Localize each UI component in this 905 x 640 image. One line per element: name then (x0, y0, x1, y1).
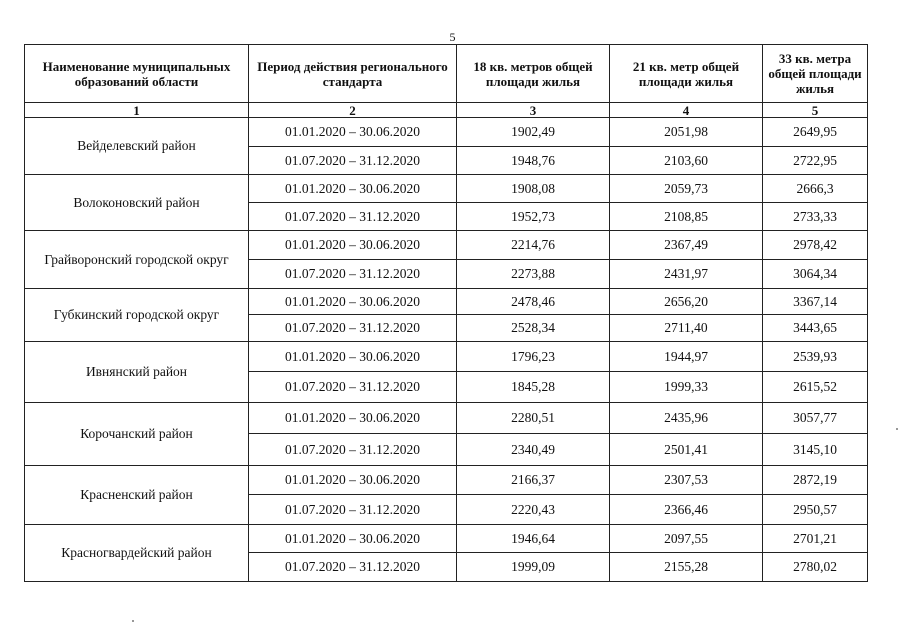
value-21-sqm: 2051,98 (610, 118, 763, 147)
table-row (25, 525, 868, 553)
value-18-sqm: 1908,08 (457, 175, 610, 203)
value-18-sqm: 1948,76 (457, 147, 610, 175)
period-cell: 01.01.2020 – 30.06.2020 (249, 231, 457, 260)
period-cell: 01.07.2020 – 31.12.2020 (249, 203, 457, 231)
value-18-sqm: 2280,51 (457, 403, 610, 434)
period-cell: 01.07.2020 – 31.12.2020 (249, 260, 457, 289)
value-21-sqm: 1944,97 (610, 342, 763, 372)
value-21-sqm: 2431,97 (610, 260, 763, 289)
value-21-sqm: 2307,53 (610, 466, 763, 495)
table-row (25, 175, 868, 203)
value-21-sqm: 2103,60 (610, 147, 763, 175)
municipality-name: Корочанский район (25, 403, 249, 466)
value-33-sqm: 2649,95 (763, 118, 868, 147)
value-21-sqm: 2711,40 (610, 315, 763, 342)
period-cell: 01.07.2020 – 31.12.2020 (249, 495, 457, 525)
value-33-sqm: 3145,10 (763, 434, 868, 466)
value-33-sqm: 2950,57 (763, 495, 868, 525)
municipality-name: Красногвардейский район (25, 525, 249, 582)
period-cell: 01.01.2020 – 30.06.2020 (249, 525, 457, 553)
municipality-name: Красненский район (25, 466, 249, 525)
value-33-sqm: 3064,34 (763, 260, 868, 289)
value-18-sqm: 2166,37 (457, 466, 610, 495)
value-21-sqm: 2435,96 (610, 403, 763, 434)
header-municipality: Наименование муниципальных образований области (25, 45, 249, 103)
value-18-sqm: 2340,49 (457, 434, 610, 466)
table-header-row (25, 45, 868, 103)
table-row (25, 403, 868, 434)
header-21-sqm: 21 кв. метр общей площади жилья (610, 45, 763, 103)
header-period: Период действия регионального стандарта (249, 45, 457, 103)
period-cell: 01.01.2020 – 30.06.2020 (249, 342, 457, 372)
column-number: 3 (457, 103, 610, 118)
municipality-name: Вейделевский район (25, 118, 249, 175)
value-21-sqm: 2097,55 (610, 525, 763, 553)
column-number: 2 (249, 103, 457, 118)
value-33-sqm: 3367,14 (763, 289, 868, 315)
value-21-sqm: 1999,33 (610, 372, 763, 403)
value-18-sqm: 2528,34 (457, 315, 610, 342)
period-cell: 01.07.2020 – 31.12.2020 (249, 315, 457, 342)
table-body (25, 118, 868, 582)
municipality-name: Ивнянский район (25, 342, 249, 403)
period-cell: 01.01.2020 – 30.06.2020 (249, 466, 457, 495)
period-cell: 01.01.2020 – 30.06.2020 (249, 403, 457, 434)
municipality-name: Волоконовский район (25, 175, 249, 231)
page-number: 5 (449, 30, 456, 44)
municipality-name: Грайворонский городской округ (25, 231, 249, 289)
value-18-sqm: 2478,46 (457, 289, 610, 315)
value-18-sqm: 2273,88 (457, 260, 610, 289)
header-33-sqm: 33 кв. метра общей площади жилья (763, 45, 868, 103)
column-number: 1 (25, 103, 249, 118)
scan-speck (132, 620, 134, 622)
value-21-sqm: 2656,20 (610, 289, 763, 315)
housing-cost-standards-table (24, 44, 868, 582)
period-cell: 01.01.2020 – 30.06.2020 (249, 118, 457, 147)
table-row (25, 342, 868, 372)
column-number-row (25, 103, 868, 118)
value-33-sqm: 3443,65 (763, 315, 868, 342)
header-18-sqm: 18 кв. метров общей площади жилья (457, 45, 610, 103)
value-21-sqm: 2501,41 (610, 434, 763, 466)
value-33-sqm: 2539,93 (763, 342, 868, 372)
value-33-sqm: 2666,3 (763, 175, 868, 203)
column-number: 5 (763, 103, 868, 118)
table-row (25, 289, 868, 315)
value-33-sqm: 2722,95 (763, 147, 868, 175)
value-21-sqm: 2366,46 (610, 495, 763, 525)
value-21-sqm: 2059,73 (610, 175, 763, 203)
period-cell: 01.07.2020 – 31.12.2020 (249, 372, 457, 403)
table-row (25, 231, 868, 260)
table-row (25, 466, 868, 495)
value-18-sqm: 1796,23 (457, 342, 610, 372)
municipality-name: Губкинский городской округ (25, 289, 249, 342)
value-18-sqm: 1946,64 (457, 525, 610, 553)
value-33-sqm: 2872,19 (763, 466, 868, 495)
value-33-sqm: 2780,02 (763, 553, 868, 582)
period-cell: 01.07.2020 – 31.12.2020 (249, 147, 457, 175)
value-18-sqm: 2214,76 (457, 231, 610, 260)
value-18-sqm: 1952,73 (457, 203, 610, 231)
value-21-sqm: 2108,85 (610, 203, 763, 231)
value-18-sqm: 1999,09 (457, 553, 610, 582)
table-row (25, 118, 868, 147)
scan-speck (896, 428, 898, 430)
period-cell: 01.01.2020 – 30.06.2020 (249, 289, 457, 315)
value-18-sqm: 1902,49 (457, 118, 610, 147)
period-cell: 01.01.2020 – 30.06.2020 (249, 175, 457, 203)
value-33-sqm: 2978,42 (763, 231, 868, 260)
value-33-sqm: 2733,33 (763, 203, 868, 231)
value-18-sqm: 1845,28 (457, 372, 610, 403)
column-number: 4 (610, 103, 763, 118)
value-33-sqm: 2701,21 (763, 525, 868, 553)
value-21-sqm: 2155,28 (610, 553, 763, 582)
value-18-sqm: 2220,43 (457, 495, 610, 525)
value-21-sqm: 2367,49 (610, 231, 763, 260)
period-cell: 01.07.2020 – 31.12.2020 (249, 434, 457, 466)
value-33-sqm: 3057,77 (763, 403, 868, 434)
period-cell: 01.07.2020 – 31.12.2020 (249, 553, 457, 582)
value-33-sqm: 2615,52 (763, 372, 868, 403)
